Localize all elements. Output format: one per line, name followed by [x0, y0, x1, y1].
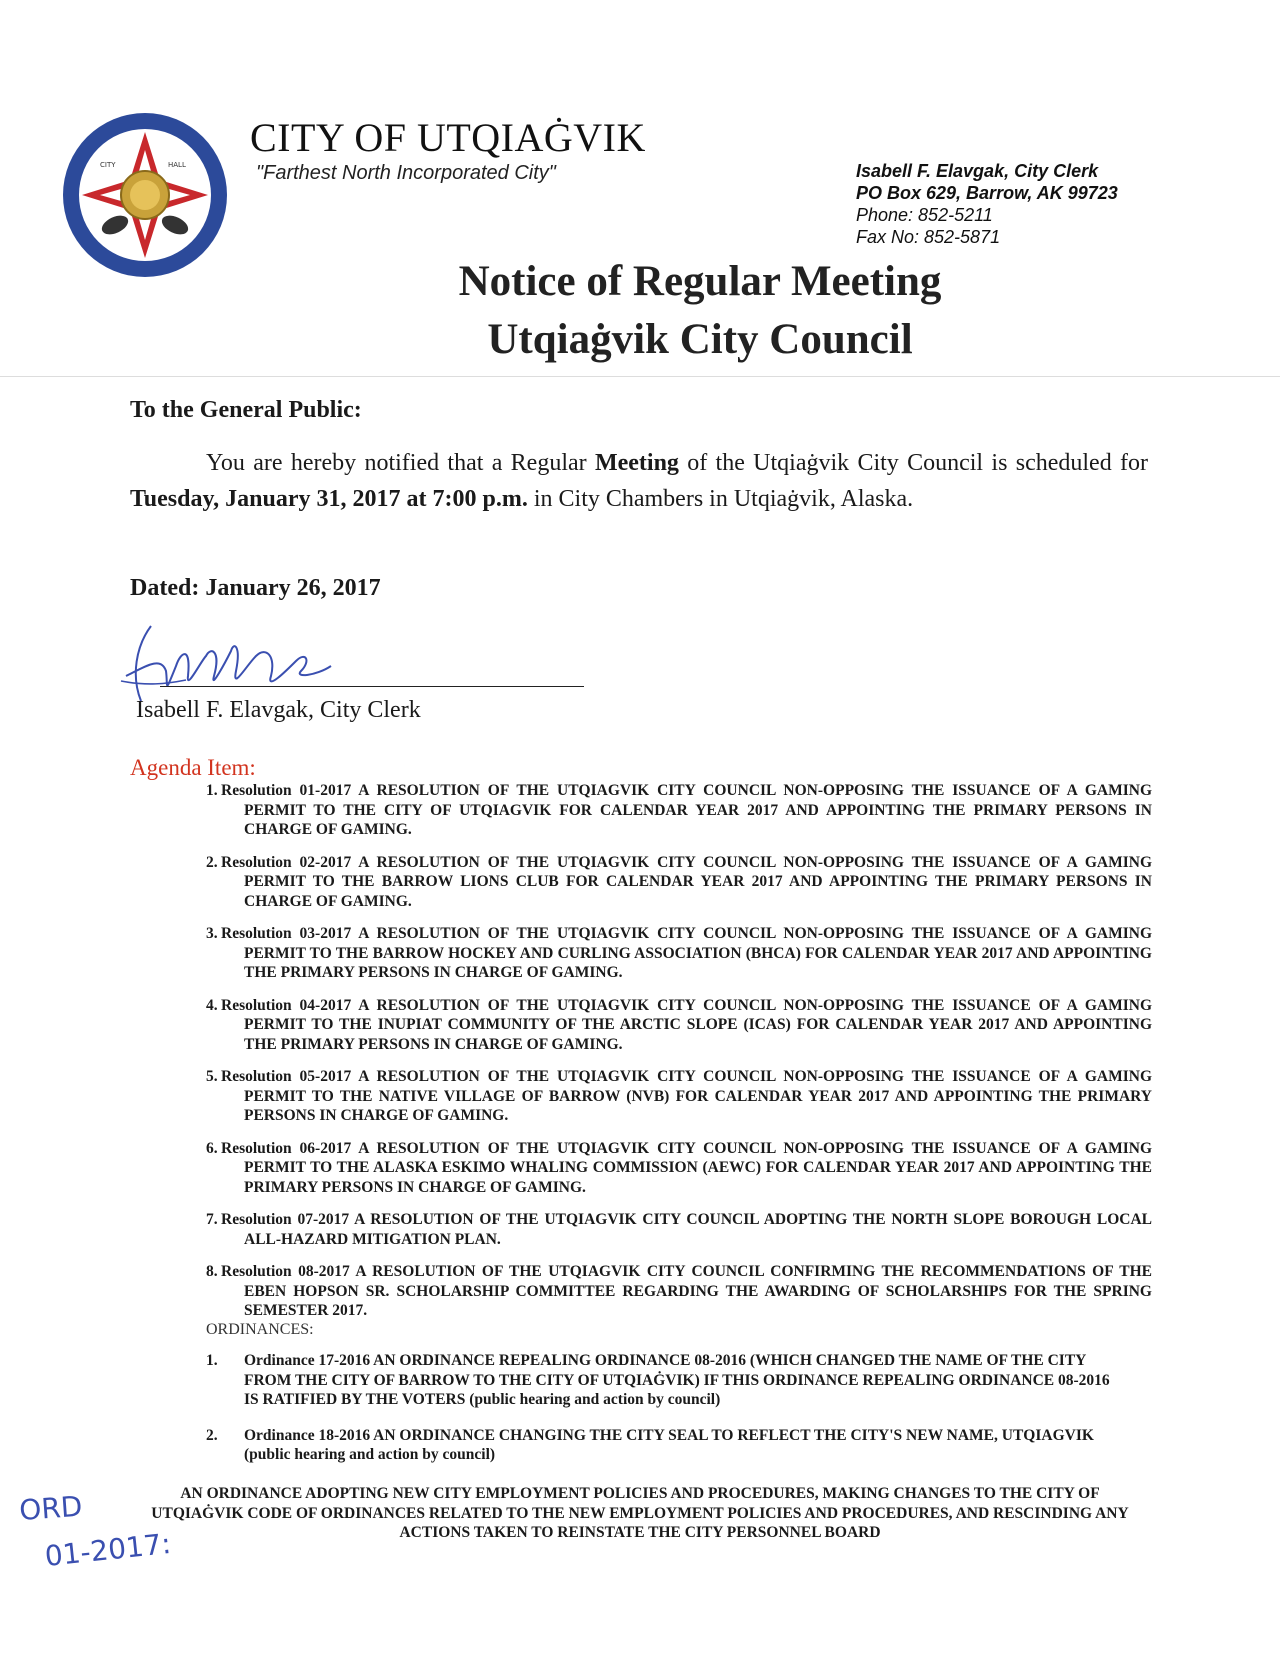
- ordinance-number: 2.: [206, 1426, 218, 1444]
- ordinance-item: [206, 1351, 1110, 1410]
- agenda-item: [206, 996, 1152, 1055]
- ordinance-number: 1.: [206, 1352, 218, 1369]
- agenda-item-number: 1.: [206, 782, 218, 799]
- ordinance-list: [206, 1351, 1110, 1481]
- notice-meeting-word: Meeting: [594, 450, 679, 476]
- agenda-item-number: 8.: [206, 1263, 218, 1280]
- agenda-item-number: 4.: [206, 996, 218, 1014]
- notice-title: Notice of Regular Meeting: [458, 258, 942, 305]
- clerk-address: PO Box 629, Barrow, AK 99723: [856, 183, 1118, 203]
- final-ordinance-item: AN ORDINANCE ADOPTING NEW CITY EMPLOYMENT POLICIES AND PROCEDURES, MAKING CHANGES TO THE CITY OF UTQIAĠVIK CODE OF ORDINANCES RELATED TO THE NEW EMPLOYMENT POLICIES AND PROCEDURES, AND RESCINDING ANY ACTIONS TAKEN TO REINSTATE THE CITY PERSONNEL BOARD: [151, 1485, 1129, 1541]
- seal-text-city: CITY: [100, 161, 116, 169]
- agenda-label: Agenda Item:: [130, 755, 256, 780]
- header-divider: [0, 376, 1280, 377]
- dated-line: Dated: January 26, 2017: [130, 575, 381, 601]
- agenda-item: [206, 1262, 1152, 1321]
- handwritten-note-line2: 01-2017:: [43, 1526, 173, 1573]
- city-name: CITY OF UTQIAĠVIK: [250, 115, 646, 160]
- notice-paragraph: [130, 445, 1148, 517]
- signature-line: [160, 686, 584, 687]
- notice-datetime: Tuesday, January 31, 2017 at 7:00 p.m.: [130, 486, 528, 512]
- agenda-item-text: Resolution 04-2017 A RESOLUTION OF THE UTQIAGVIK CITY COUNCIL NON-OPPOSING THE ISSUANCE OF A GAMING PERMIT TO THE INUPIAT COMMUNITY OF THE ARCTIC SLOPE (ICAS) FOR CALENDAR YEAR 2017 AND APPOINTING THE PRIMARY PERSONS IN CHARGE OF GAMING.: [221, 996, 1152, 1053]
- ordinances-label: ORDINANCES:: [206, 1321, 314, 1338]
- agenda-item: [206, 1139, 1152, 1198]
- agenda-item-text: Resolution 06-2017 A RESOLUTION OF THE UTQIAGVIK CITY COUNCIL NON-OPPOSING THE ISSUANCE OF A GAMING PERMIT TO THE ALASKA ESKIMO WHALING COMMISSION (AEWC) FOR CALENDAR YEAR 2017 AND APPOINTING THE PRIMARY PERSONS IN CHARGE OF GAMING.: [221, 1139, 1152, 1196]
- agenda-list: [206, 781, 1152, 1334]
- agenda-item-number: 6.: [206, 1139, 218, 1157]
- agenda-item: [206, 1067, 1152, 1126]
- agenda-item-text: Resolution 08-2017 A RESOLUTION OF THE UTQIAGVIK CITY COUNCIL CONFIRMING THE RECOMMENDATIONS OF THE EBEN HOPSON SR. SCHOLARSHIP COMMITTEE REGARDING THE AWARDING OF SCHOLARSHIPS FOR THE SPRING SEMESTER 2017.: [221, 1263, 1152, 1319]
- agenda-item-number: 3.: [206, 925, 218, 942]
- notice-text-2: of the Utqiaġvik City Council is scheduled for: [678, 450, 1148, 476]
- agenda-item: [206, 924, 1152, 983]
- seal-text-hall: HALL: [168, 161, 186, 169]
- agenda-item: [206, 853, 1152, 912]
- notice-text-1: You are hereby notified that a Regular: [206, 450, 595, 476]
- city-motto: "Farthest North Incorporated City": [256, 162, 556, 184]
- ordinance-text: Ordinance 17-2016 AN ORDINANCE REPEALING ORDINANCE 08-2016 (WHICH CHANGED THE NAME OF THE CITY FROM THE CITY OF BARROW TO THE CITY OF UTQIAĠVIK) IF THIS ORDINANCE REPEALING ORDINANCE 08-2016 IS RATIFIED BY THE VOTERS (public hearing and action by council): [244, 1352, 1110, 1408]
- agenda-item-number: 7.: [206, 1211, 218, 1228]
- agenda-item-number: 5.: [206, 1068, 218, 1085]
- handwritten-note-line1: ORD: [18, 1489, 84, 1527]
- clerk-fax: Fax No: 852-5871: [856, 227, 1001, 247]
- clerk-phone: Phone: 852-5211: [856, 205, 993, 225]
- agenda-item-text: Resolution 02-2017 A RESOLUTION OF THE UTQIAGVIK CITY COUNCIL NON-OPPOSING THE ISSUANCE OF A GAMING PERMIT TO THE BARROW LIONS CLUB FOR CALENDAR YEAR 2017 AND APPOINTING THE PRIMARY PERSONS IN CHARGE OF GAMING.: [221, 853, 1152, 910]
- agenda-item: [206, 781, 1152, 840]
- agenda-item-text: Resolution 05-2017 A RESOLUTION OF THE UTQIAGVIK CITY COUNCIL NON-OPPOSING THE ISSUANCE OF A GAMING PERMIT TO THE NATIVE VILLAGE OF BARROW (NVB) FOR CALENDAR YEAR 2017 AND APPOINTING THE PRIMARY PERSONS IN CHARGE OF GAMING.: [221, 1068, 1152, 1124]
- agenda-item-number: 2.: [206, 853, 218, 871]
- ordinance-item: [206, 1426, 1110, 1465]
- agenda-item-text: Resolution 07-2017 A RESOLUTION OF THE UTQIAGVIK CITY COUNCIL ADOPTING THE NORTH SLOPE BOROUGH LOCAL ALL-HAZARD MITIGATION PLAN.: [221, 1211, 1152, 1248]
- agenda-item-text: Resolution 03-2017 A RESOLUTION OF THE UTQIAGVIK CITY COUNCIL NON-OPPOSING THE ISSUANCE OF A GAMING PERMIT TO THE BARROW HOCKEY AND CURLING ASSOCIATION (BHCA) FOR CALENDAR YEAR 2017 AND APPOINTING THE PRIMARY PERSONS IN CHARGE OF GAMING.: [221, 925, 1152, 981]
- agenda-item: [206, 1210, 1152, 1249]
- ordinance-text: Ordinance 18-2016 AN ORDINANCE CHANGING THE CITY SEAL TO REFLECT THE CITY'S NEW NAME, UTQIAGVIK (public hearing and action by council): [244, 1426, 1094, 1463]
- clerk-contact-block: [856, 160, 1118, 248]
- salutation: To the General Public:: [130, 397, 362, 423]
- agenda-item-text: Resolution 01-2017 A RESOLUTION OF THE UTQIAGVIK CITY COUNCIL NON-OPPOSING THE ISSUANCE OF A GAMING PERMIT TO THE CITY OF UTQIAGVIK FOR CALENDAR YEAR 2017 AND APPOINTING THE PRIMARY PERSONS IN CHARGE OF GAMING.: [221, 782, 1152, 838]
- council-title: Utqiaġvik City Council: [487, 316, 913, 363]
- signer-name: Isabell F. Elavgak, City Clerk: [136, 697, 421, 723]
- notice-text-3: in City Chambers in Utqiaġvik, Alaska.: [527, 486, 914, 512]
- clerk-name: Isabell F. Elavgak, City Clerk: [856, 161, 1099, 181]
